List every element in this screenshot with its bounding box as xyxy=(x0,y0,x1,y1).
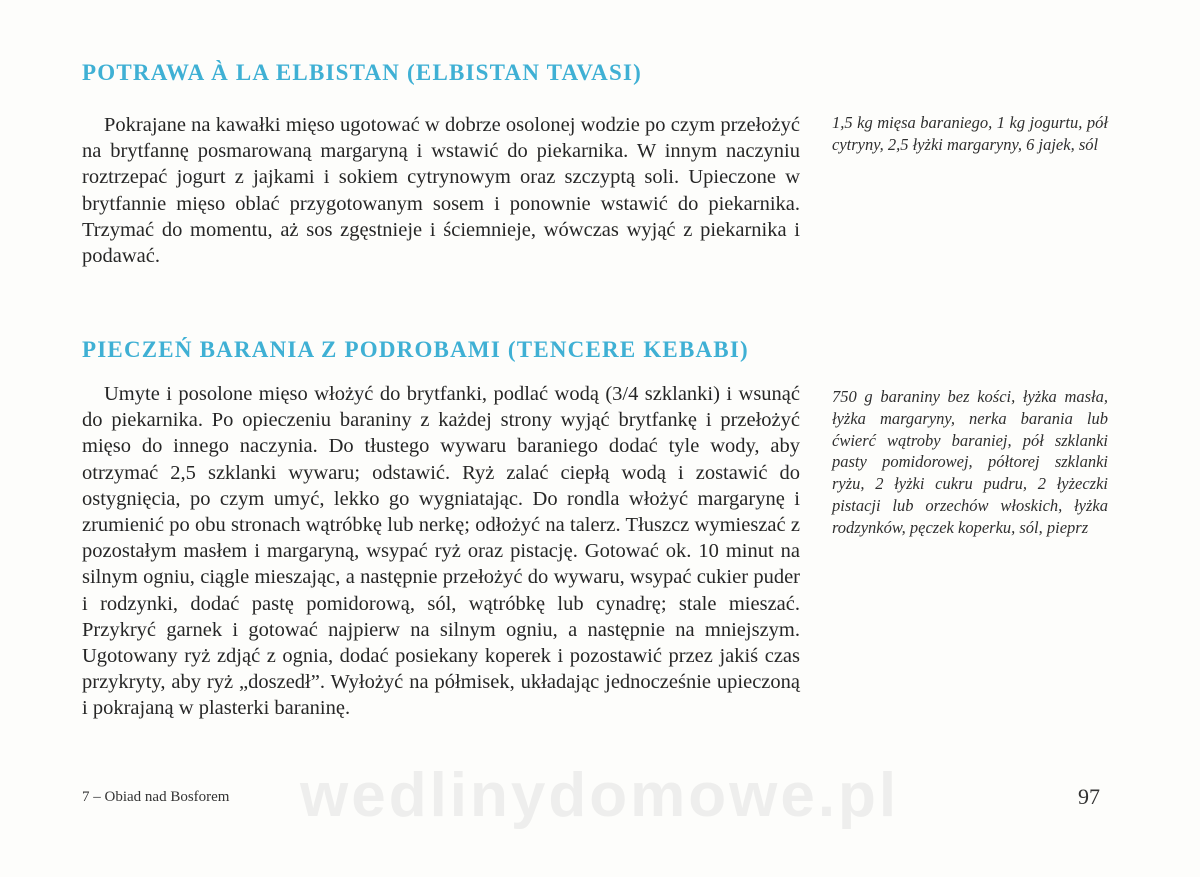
recipe-instructions: Umyte i posolone mięso włożyć do brytfanki, podlać wodą (3/4 szklanki) i wsunąć do piekarnika. Po opieczeniu baraniny z każdej strony wyjąć brytfankę i przełożyć mięso do innego naczynia. Do tłustego wywaru baraniego dodać tyle wody, aby otrzymać 2,5 szklanki wywaru; odstawić. Ryż zalać ciepłą wodą i zostawić do ostygnięcia, po czym umyć, lekko go wygniatając. Do rondla włożyć margarynę i zrumienić po obu stronach wątróbkę lub nerkę; odłożyć na talerz. Tłuszcz wymieszać z pozostałym masłem i margaryną, wsypać ryż oraz pistację. Gotować ok. 10 minut na silnym ogniu, ciągle mieszając, a następnie przełożyć do wywaru, wsypać cukier puder i rodzynki, dodać pastę pomidorową, sól, wątróbkę lub cynadrę; stale mieszać. Przykryć garnek i gotować najpierw na silnym ogniu, a następnie na mniejszym. Ugotowany ryż zdjąć z ognia, dodać posiekany koperek i pozostawić przez jakiś czas przykryty, aby ryż „doszedł”. Wyłożyć na półmisek, układając jednocześnie upieczoną i pokrajaną w plasterki baraninę. xyxy=(82,383,800,720)
footer-signature: 7 – Obiad nad Bosforem xyxy=(82,789,230,805)
recipe-ingredients: 1,5 kg mięsa baraniego, 1 kg jogurtu, pół cytryny, 2,5 łyżki margaryny, 6 jajek, sól xyxy=(832,113,1108,154)
recipe-title: PIECZEŃ BARANIA Z PODROBAMI (TENCERE KEBABI) xyxy=(82,337,749,362)
recipe-ingredients: 750 g baraniny bez kości, łyżka masła, łyżka margaryny, nerka barania lub ćwierć wątroby baraniej, pół szklanki pasty pomidorowej, półtorej szklanki ryżu, 2 łyżki cukru pudru, 2 łyżeczki pistacji lub orzechów włoskich, łyżka rodzynków, pęczek koperku, sól, pieprz xyxy=(832,387,1108,537)
watermark: wedlinydomowe.pl xyxy=(300,761,900,830)
recipe-title: POTRAWA À LA ELBISTAN (ELBISTAN TAVASI) xyxy=(82,60,642,85)
page-number: 97 xyxy=(1078,784,1100,809)
recipe-instructions: Pokrajane na kawałki mięso ugotować w dobrze osolonej wodzie po czym przełożyć na brytfannę posmarowaną margaryną i wstawić do piekarnika. W innym naczyniu roztrzepać jogurt z jajkami i sokiem cytrynowym oraz szczyptą soli. Upieczone w brytfannie mięso oblać przygotowanym sosem i ponownie wstawić do piekarnika. Trzymać do momentu, aż sos zgęstnieje i ściemnieje, wówczas wyjąć z piekarnika i podawać. xyxy=(82,114,800,268)
